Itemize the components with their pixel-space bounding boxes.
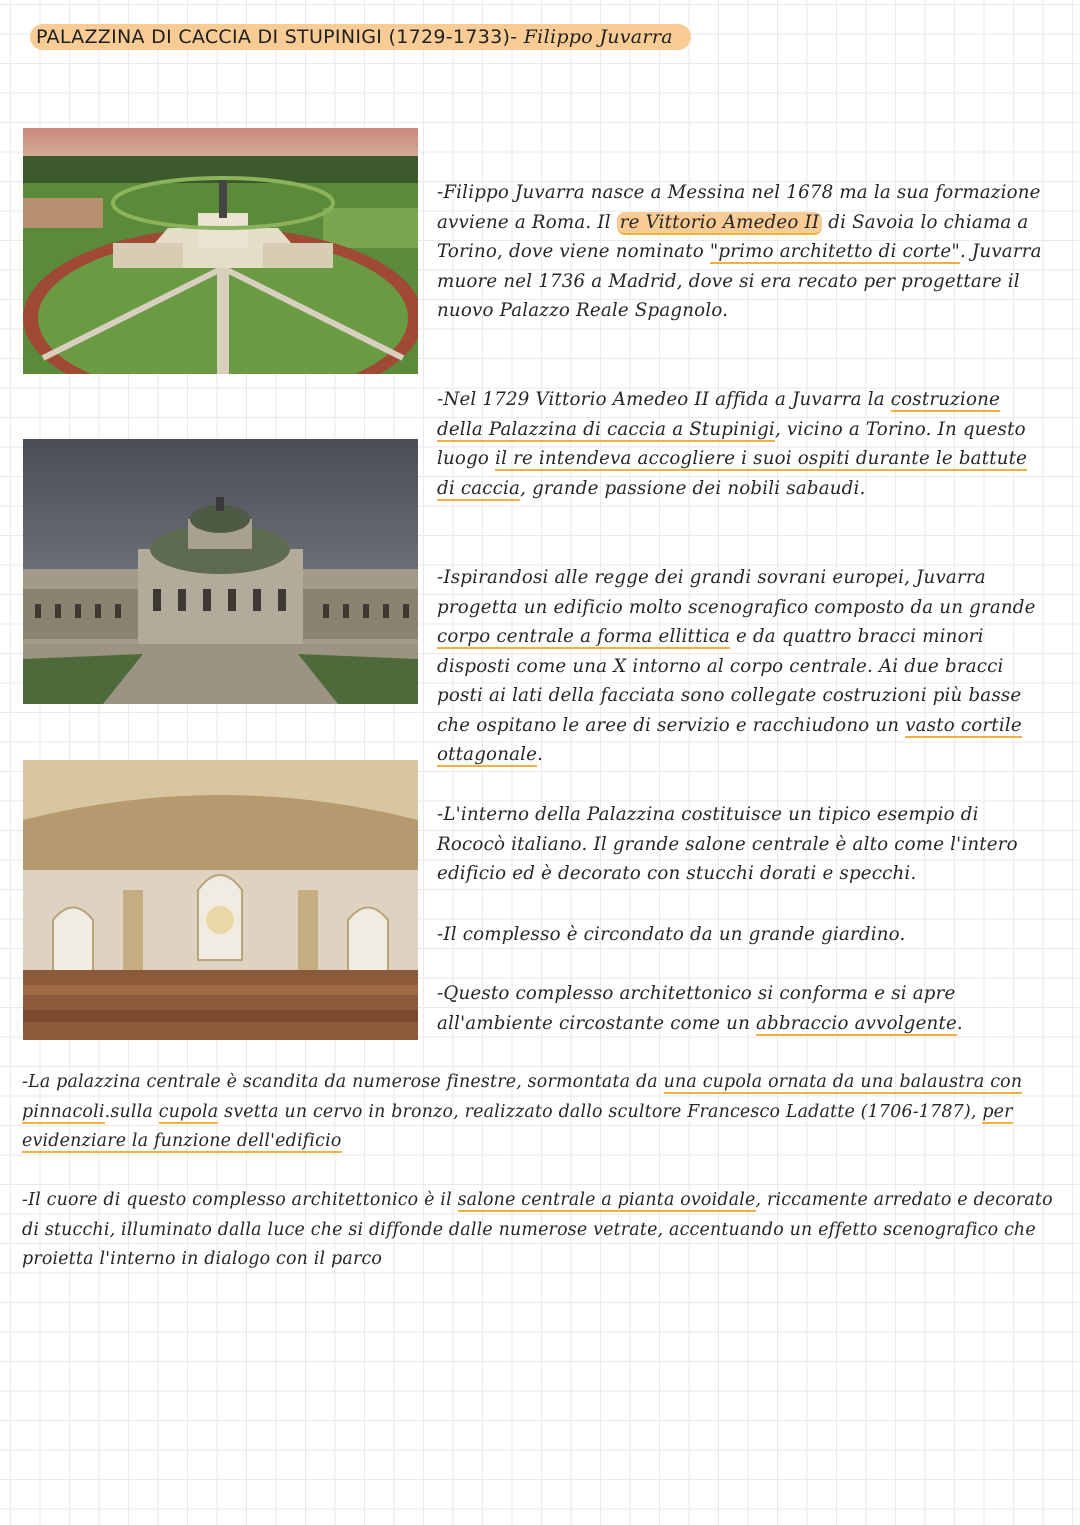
aerial-view-image [23, 128, 418, 374]
paragraph-commissione [437, 385, 1047, 503]
paragraph-abbraccio [437, 979, 1047, 1038]
paragraph-salone [22, 1186, 1062, 1275]
page-title [30, 24, 691, 50]
paragraph-interno [437, 800, 1047, 889]
title-author: Filippo Juvarra [523, 26, 673, 48]
p7-text-e: svetta un cervo in bronzo, realizzato dallo scultore Francesco Ladatte (1706-1787), [218, 1101, 983, 1122]
p2-text-a: -Nel 1729 Vittorio Amedeo II affida a Juvarra la [437, 389, 891, 410]
p6-text-a: -Questo complesso architettonico si conforma e si apre all'ambiente circostante come un [437, 983, 956, 1034]
p3-underline-corpo: corpo centrale a forma ellittica [437, 626, 731, 647]
p5-text: -Il complesso è circondato da un grande giardino. [437, 924, 906, 945]
p7-underline-funzione: per evidenziare la funzione dell'edificio [22, 1101, 1013, 1151]
p2-text-e: , grande passione dei nobili sabaudi. [520, 477, 866, 499]
p6-text-c: . [956, 1012, 963, 1034]
p3-text-c: e da quattro bracci minori disposti come una X intorno al corpo centrale. Ai due bracci posti ai lati della facciata sono collegate costruzioni più basse che ospitano le aree di servizio e racchiudono un [437, 626, 1022, 736]
p2-text-c: , vicino a Torino. In questo luogo [437, 418, 1026, 469]
p8-text-a: -Il cuore di questo complesso architettonico è il [22, 1190, 458, 1210]
p8-text-c: , riccamente arredato e decorato di stucchi, illuminato dalla luce che si diffonde dalle numerose vetrate, accentuando un effetto scenografico che proietta l'interno in dialogo con il parco [22, 1190, 1053, 1269]
p7-text-a: -La palazzina centrale è scandita da numerose finestre, sormontata da [22, 1072, 664, 1092]
salon-interior-image [23, 760, 418, 1040]
paragraph-progetto [437, 563, 1047, 770]
p4-text: -L'interno della Palazzina costituisce un tipico esempio di Rococò italiano. Il grande salone centrale è alto come l'intero edificio ed è decorato con stucchi dorati e specchi. [437, 804, 1018, 884]
p1-text-e: . Juvarra muore nel 1736 a Madrid, dove si era recato per progettare il nuovo Palazzo Reale Spagnolo. [437, 241, 1042, 321]
p7-underline-cupola: una cupola ornata da una balaustra con pinnacoli [22, 1072, 1023, 1122]
p1-highlight-re: re Vittorio Amedeo II [617, 212, 823, 235]
p1-underline-architetto: "primo architetto di corte" [709, 241, 960, 262]
paragraph-giardino [437, 920, 1047, 950]
title-text: PALAZZINA DI CACCIA DI STUPINIGI (1729-1733)- [36, 26, 524, 48]
p8-underline-salone: salone centrale a pianta ovoidale [457, 1190, 756, 1210]
p7-underline-cupola-2: cupola [158, 1101, 219, 1122]
paragraph-cupola [22, 1068, 1062, 1157]
p1-text-c: di Savoia lo chiama a Torino, dove viene nominato [437, 211, 1029, 262]
p3-text-e: . [537, 744, 544, 765]
p3-underline-cortile: vasto cortile ottagonale [437, 714, 1022, 765]
p2-underline-ospiti: il re intendeva accogliere i suoi ospiti durante le battute di caccia [437, 448, 1028, 499]
p2-underline-costruzione: costruzione della Palazzina di caccia a Stupinigi [437, 389, 1000, 440]
p7-text-c: .sulla [104, 1101, 159, 1122]
facade-view-image [23, 439, 418, 704]
paragraph-biografia [437, 178, 1047, 326]
p3-text-a: -Ispirandosi alle regge dei grandi sovrani europei, Juvarra progetta un edificio molto scenografico composto da un grande [437, 567, 1036, 618]
p1-text-a: -Filippo Juvarra nasce a Messina nel 1678 ma la sua formazione avviene a Roma. Il [437, 182, 1041, 233]
p6-underline-abbraccio: abbraccio avvolgente [755, 1012, 957, 1034]
